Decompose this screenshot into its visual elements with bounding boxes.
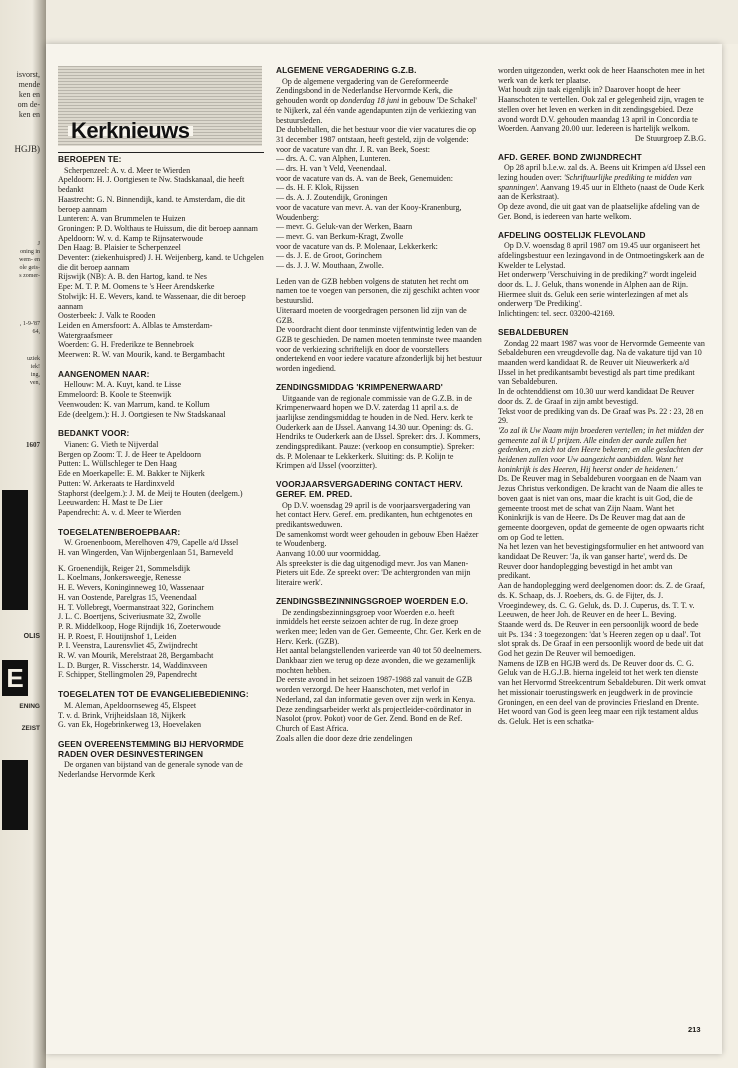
- article-paragraph: worden uitgezonden, werkt ook de heer Haanschoten mee in het werk van de kerk ter plaatse.: [498, 66, 705, 85]
- spine-line: oning in: [20, 249, 40, 255]
- list-item: — mevr. G. Geluk-van der Werken, Baarn: [276, 222, 413, 232]
- list-item: Woerden: G. H. Frederikze te Bennebroek: [58, 340, 194, 350]
- list-item: Haastrecht: G. N. Binnendijk, kand. te Amsterdam, die dit beroep aannam: [58, 194, 246, 214]
- list-item: — ds. J. E. de Groot, Gorinchem: [276, 251, 382, 261]
- list-item: P. I. Veenstra, Laurensvliet 45, Zwijndrecht: [58, 641, 198, 651]
- list-item: Deventer: (ziekenhuispred) J. H. Weijenberg, kand. te Uchgelen die dit beroep aannam: [58, 253, 264, 272]
- spine-line: 64,: [32, 329, 40, 335]
- page-number: 213: [688, 1025, 701, 1034]
- article-paragraph: De eerste avond in het seizoen 1987-1988 zal vanuit de GZB worden verzorgd. De heer Haanschoten, met verlof in Nederland, zal dan informatie geven over zijn werk in Kenya. Deze zendingsarbeider werkt als projectleider-coördinator in Nasolot (prov. Pokot) voor de Ger. Zend. Bond en de Ref. Church of East Africa.: [276, 675, 476, 733]
- list-item: W. Groenenboom, Merelhoven 479, Capelle a/d IJssel: [64, 538, 239, 548]
- spine-line: ole geis-: [19, 265, 40, 271]
- article-paragraph: Op D.V. woensdag 8 april 1987 om 19.45 uur organiseert het afdelingsbestuur een lezingavond in de Ontmoetingskerk aan de Kwelder te Lelystad.: [498, 241, 705, 270]
- list-item: Bergen op Zoom: T. J. de Heer te Apeldoorn: [58, 449, 202, 459]
- spine-hgjb: HGJB): [14, 144, 40, 154]
- section-heading: BEDANKT VOOR:: [58, 428, 130, 439]
- article-paragraph: Wat houdt zijn taak eigenlijk in? Daarover hoopt de heer Haanschoten te vertellen. Ook zal er gelegenheid zijn, vragen te stellen over het leven en werken in dit zendingsgebied. Deze avond wordt D.V. gehouden maandag 13 april in Concordia te Woerden. Aanvang 20.00 uur. Iedereen is hartelijk welkom.: [498, 85, 704, 134]
- list-item: voor de vacature van mevr. A. van der Kooy-Kranenburg, Woudenberg:: [276, 202, 462, 222]
- list-item: Ede (deelgem.): H. J. Oortgiesen te Nw Stadskanaal: [58, 409, 226, 419]
- list-item: P. R. Middelkoop, Hoge Rijndijk 16, Zoeterwoude: [58, 621, 221, 631]
- section-heading: TOEGELATEN TOT DE EVANGELIEBEDIENING:: [58, 689, 249, 700]
- list-item: H. P. Roest, F. Houtijnshof 1, Leiden: [58, 631, 177, 641]
- section-heading: AFDELING OOSTELIJK FLEVOLAND: [498, 229, 646, 240]
- masthead-box: [58, 66, 262, 146]
- spine-fragment-mid2: [0, 320, 40, 336]
- column-2: [276, 66, 482, 1031]
- section-heading: BEROEPEN TE:: [58, 154, 122, 164]
- aangenomen-list: [58, 380, 264, 419]
- beroepen-list: [58, 166, 264, 360]
- spine-number: 1607: [26, 441, 40, 449]
- list-item: Meerwen: R. W. van Mourik, kand. te Bergambacht: [58, 350, 225, 360]
- list-item: Groningen: P. D. Wolthaus te Huissum, die dit beroep aannam: [58, 223, 258, 233]
- page-background-top: [0, 0, 738, 44]
- spine-fragment-mid3: [0, 355, 40, 387]
- list-item: Rijswijk (NB): A. B. den Hartog, kand. te Nes: [58, 272, 207, 282]
- list-item: — ds. H. F. Klok, Rijssen: [276, 183, 359, 193]
- spine-line: isvorst,: [16, 70, 40, 79]
- section-heading: ZENDINGSMIDDAG 'KRIMPENERWAARD': [276, 381, 443, 392]
- article-paragraph: Zoals allen die door deze drie zendelingen: [276, 733, 413, 743]
- article-paragraph: Tekst voor de prediking van ds. De Graaf was Ps. 22 : 23, 28 en 29.: [498, 406, 704, 426]
- section-heading: ZENDINGSBEZINNINGSGROEP WOERDEN E.O.: [276, 595, 468, 606]
- list-item: H. T. Vollebregt, Voermanstraat 322, Gorinchem: [58, 602, 214, 612]
- spine-line: ken en: [18, 110, 40, 119]
- article-paragraph: Aanvang 10.00 uur voormiddag.: [276, 549, 381, 559]
- section-heading: AANGENOMEN NAAR:: [58, 368, 150, 379]
- text-run-italic: donderdag 18 juni: [340, 96, 400, 106]
- spine-line: uziek: [27, 356, 40, 362]
- spine-line: wem- en: [19, 257, 40, 263]
- section-heading: ALGEMENE VERGADERING G.Z.B.: [276, 66, 417, 75]
- list-item: Leeuwarden: H. Mast te De Lier: [58, 498, 163, 508]
- article-paragraph: Zondag 22 maart 1987 was voor de Hervormde Gemeente van Sebaldeburen een vreugdevolle dag. Na de vakature tijd van 10 maanden werd kandidaat R. de Reuver uit Nieuwerkerk a/d IJssel in het predikantsambt bevestigd als part time predikant van Sebaldeburen.: [498, 338, 705, 387]
- list-item: Putten: W. Arkeraats te Hardinxveld: [58, 478, 175, 488]
- text-run: Op de algemene vergadering van de Gereformeerde Zendingsbond in de Nederlandse Hervormde Kerk, die gehouden wordt op: [276, 76, 453, 106]
- spine-line: om de-: [17, 100, 40, 109]
- candidate-list: [276, 145, 482, 271]
- list-item: — ds. A. J. Zoutendijk, Groningen: [276, 193, 388, 203]
- list-item: Scherpenzeel: A. v. d. Meer te Wierden: [64, 165, 191, 175]
- list-item: Ede en Moerkapelle: E. M. Bakker te Nijkerk: [58, 469, 205, 479]
- list-item: Apeldoorn: H. J. Oortgiesen te Nw. Stadskanaal, die heeft bedankt: [58, 175, 245, 195]
- list-item: — drs. H. van 't Veld, Veenendaal.: [276, 164, 387, 174]
- list-item: Epe: M. T. P. M. Oomens te 's Heer Arendskerke: [58, 282, 215, 292]
- list-item: — drs. A. C. van Alphen, Lunteren.: [276, 154, 391, 164]
- list-item: Vianen: G. Vieth te Nijverdal: [64, 439, 159, 449]
- text-run-italic: 'Schriftuurlijke prediking te midden van spanningen'.: [498, 173, 692, 192]
- spine-ad-ening: ENING: [19, 703, 40, 710]
- list-item: — ds. J. J. W. Mouthaan, Zwolle.: [276, 261, 384, 271]
- section-heading: SEBALDEBUREN: [498, 326, 569, 337]
- article-paragraph: [276, 77, 482, 126]
- advertisement-block-lower: [2, 760, 28, 830]
- advertisement-block: [2, 490, 28, 610]
- article-paragraph: Het aantal belangstellenden varieerde van 40 tot 50 deelnemers.: [276, 646, 482, 656]
- list-item: Stolwijk: H. E. Wevers, kand. te Wassenaar, die dit beroep aannam: [58, 291, 246, 311]
- spine-line: ven,: [29, 380, 40, 386]
- text-run: Op 28 april b.l.e.w. zal ds. A. Beens uit Krimpen a/d IJssel een lezing houden over:: [498, 163, 706, 183]
- column-3: [498, 66, 706, 1031]
- article-paragraph: In de ochtenddienst om 10.30 uur werd kandidaat De Reuver door ds. Z. de Graaf in zijn ambt bevestigd.: [498, 387, 695, 406]
- article-paragraph: De voordracht dient door tenminste vijfentwintig leden van de GZB te geschieden. De namen moeten tenminste twee maanden voor de verkiezing schriftelijk en door de voorstellers ondertekend en voor iedere vacature afzonderlijk bij het bestuur worden ingediend.: [276, 325, 482, 374]
- article-paragraph: Leden van de GZB hebben volgens de statuten het recht om namen toe te voegen van personen, die zij geschikt achten voor bestuurslid.: [276, 276, 480, 306]
- spine-line: , 1-9-'87: [19, 321, 40, 327]
- list-item: Den Haag: B. Plaisier te Scherpenzeel: [58, 243, 181, 253]
- list-item: H. van Oostende, Parelgras 15, Veenendaal: [58, 592, 197, 602]
- article-text: De organen van bijstand van de generale synode van de Nederlandse Hervormde Kerk: [58, 760, 243, 780]
- article-paragraph: De dubbeltallen, die het bestuur voor die vier vacatures die op 31 december 1987 ontstaan, heeft gesteld, zijn de volgende:: [276, 125, 476, 144]
- spine-fragment-mid: [0, 240, 40, 280]
- list-item: Leiden en Amersfoort: A. Alblas te Amsterdam-Watergraafsmeer: [58, 320, 213, 340]
- list-item: Lunteren: A. van Brummelen te Huizen: [58, 214, 186, 224]
- list-item: voor de vacature van ds. A. van de Beek, Genemuiden:: [276, 173, 453, 183]
- list-item: F. Schipper, Stellingmolen 29, Papendrecht: [58, 670, 198, 680]
- bedankt-list: [58, 440, 264, 518]
- list-item: J. L. C. Boertjens, Sciveriusmate 32, Zwolle: [58, 612, 201, 622]
- spine-line: mende: [18, 80, 40, 89]
- list-item: Oosterbeek: J. Valk te Rooden: [58, 311, 156, 321]
- article-paragraph: Uiteraard moeten de voorgedragen personen lid zijn van de GZB.: [276, 305, 467, 325]
- article-paragraph: Als spreekster is die dag uitgenodigd mevr. Jos van Manen-Pieters uit Ede. Ze spreekt over: 'De achtergronden van mijn literaire werk'.: [276, 558, 471, 588]
- list-item: Papendrecht: A. v. d. Meer te Wierden: [58, 507, 182, 517]
- list-item: — mevr. G. van Berkum-Kragt, Zwolle: [276, 231, 404, 241]
- article-paragraph: Inlichtingen: tel. secr. 03200-42169.: [498, 309, 615, 319]
- scripture-quote: 'Zo zal ik Uw Naam mijn broederen vertellen; in het midden der gemeente zal ik U prijzen. Alle einden der aarde zullen het gedenken, en zich tot den Heere bekeren; en alle geslachten der heidenen zullen voor Uw aangezicht aanbidden. Want het koninkrijk is des Heeren, Hij heerst onder de heidenen.': [498, 425, 705, 474]
- spine-line: iek!: [30, 364, 40, 370]
- article-paragraph: Ds. De Reuver mag in Sebaldeburen voorgaan en de Naam van Jezus Christus verkondigen. De kracht van de Naam die alles te boven gaat is niet van ons, maar die kracht is uit God, die de gemeente troost met de schat van Zijn Naam. Want het Koninkrijk is van de Heere. Ds De Reuver mag dat aan de gemeente doorgeven, opdat de gemeente de ogen opwaarts richt om op God te letten.: [498, 474, 705, 542]
- spine-ad-letter: E: [2, 660, 28, 696]
- article-paragraph: [498, 163, 706, 202]
- list-item: L. Koelmans, Jonkersweegje, Renesse: [58, 573, 182, 583]
- section-heading: VOORJAARSVERGADERING CONTACT HERV. GEREF. EM. PRED.: [276, 479, 463, 499]
- spine-ad-olis: OLIS: [23, 633, 40, 640]
- article-paragraph: Na het lezen van het bevestigingsformulier en het antwoord van kandidaat De Reuver: 'Ja, ik van ganser harte', werd ds. De Reuver door handoplegging bevestigd in het ambt van predikant.: [498, 542, 704, 581]
- spine-ad-zeist: ZEIST: [21, 725, 40, 732]
- article-paragraph: Namens de IZB en HGJB werd ds. De Reuver door ds. C. G. Geluk van de H.G.J.B. hierna ingeleid tot het werk ten dienste van het Hervormd Streekcentrum Sebaldeburen. Dit werk omvat het missionair toerustingswerk en jeugdwerk in de provincie Groningen, en een deel van de provincies Friesland en Drente. Het woord van God is geen leeg maar een rijk testament aldus ds. Geluk. Het is een schatka-: [498, 658, 706, 726]
- list-item: T. v. d. Brink, Vrijheidslaan 18, Nijkerk: [58, 710, 186, 720]
- text-run: in gebouw 'De Schakel' te Nijkerk, zal één vande agendapunten zijn de verkiezing van bestuursleden.: [276, 96, 477, 125]
- list-item: Veenwouden: K. van Marrum, kand. te Kollum: [58, 399, 210, 409]
- list-item: G. van Ek, Hogebrinkerweg 13, Hoevelaken: [58, 720, 202, 730]
- list-item: voor de vacature van ds. P. Molenaar, Lekkerkerk:: [276, 241, 438, 251]
- spine-line: ken en: [18, 90, 40, 99]
- list-item: H. van Wingerden, Van Wijnbergenlaan 51, Barneveld: [58, 548, 234, 558]
- list-item: Putten: L. Wüllschleger te Den Haag: [58, 459, 177, 469]
- article-paragraph: Aan de handoplegging werd deelgenomen door: ds. Z. de Graaf, ds. K. Schaap, ds. J. Roebers, ds. G. de Fijter, ds. J. Vroegindewey, ds. C. G. Geluk, ds. D. J. Cuperus, ds. T. T. v. Leeuwen, de heer Joh. de Reuver en de heer L. Beving.: [498, 581, 705, 620]
- list-item: K. Groenendijk, Reiger 21, Sommelsdijk: [58, 563, 191, 573]
- article-paragraph: De samenkomst wordt weer gehouden in gebouw Eben Haëzer te Woudenberg.: [276, 529, 479, 549]
- evangelie-list: [58, 701, 264, 730]
- list-item: Apeldoorn: W. v. d. Kamp te Rijnsaterwoude: [58, 233, 203, 243]
- previous-page-spine: [0, 0, 46, 1068]
- masthead-title: Kerknieuws: [68, 126, 193, 136]
- spine-line: ing,: [30, 372, 40, 378]
- toegelaten-list: [58, 538, 264, 680]
- section-heading: AFD. GEREF. BOND ZWIJNDRECHT: [498, 151, 642, 162]
- article-paragraph: Dankbaar zien we terug op deze avonden, die we gezamenlijk mochten hebben.: [276, 656, 476, 675]
- article-paragraph: Het onderwerp 'Verschuiving in de prediking?' wordt ingeleid door ds. L. J. Geluk, thans wonende in Alphen aan de Rijn. Hiermee sluit ds. Geluk een serie winterlezingen af met als onderwerp 'De Prediking'.: [498, 270, 697, 309]
- spine-fragment-top: [0, 70, 40, 120]
- article-paragraph: Uitgaande van de regionale commissie van de G.Z.B. in de Krimpenerwaard hopen we D.V. zaterdag 11 april a.s. de jaarlijkse zendingsmiddag te houden in de Ned. Herv. kerk te Ouderkerk aan de IJssel. Aanvang 14.30 uur. Opening: ds. G. Hendriks te Ouderkerk aan de IJssel. Spreker: drs. J. Kommers, zendingspredikant. Pauze: (verkoop en consumptie). Spreker: ds. P. Molenaar te Lekkerkerk. Sluiting: ds. P. Kolijn te Krimpen a/d IJssel (voorzitter).: [276, 393, 481, 471]
- list-item: Hellouw: M. A. Kuyt, kand. te Lisse: [64, 380, 182, 390]
- column-1: [58, 66, 264, 1026]
- list-item: Emmeloord: B. Koole te Steenwijk: [58, 390, 172, 400]
- section-heading: TOEGELATEN/BEROEPBAAR:: [58, 526, 181, 537]
- section-heading: GEEN OVEREENSTEMMING BIJ HERVORMDE RADEN OVER DESINVESTERINGEN: [58, 738, 244, 759]
- article-paragraph: De zendingsbezinningsgroep voor Woerden e.o. heeft inmiddels het eerste seizoen achter de rug. In deze groep werken mee; leden van de Ger. Gemeente, Chr. Ger. Kerk en de Herv. Kerk. (GZB).: [276, 607, 481, 646]
- spine-line: J: [37, 241, 40, 247]
- text-run: Aanvang 19.45 uur in Eltheto (naast de Oude Kerk aan de Kerkstraat).: [498, 182, 705, 202]
- list-item: Staphorst (deelgem.): J. M. de Meij te Houten (deelgem.): [58, 488, 243, 498]
- spine-line: s zomer-: [19, 273, 40, 279]
- article-paragraph: Staande werd ds. De Reuver in een persoonlijk woord de bede uit Ps. 134 : 3 toegezongen: 'dat 's Heeren zegen op u daal'. Tot slot sprak ds. De Graaf in een persoonlijk woord de bede uit dat God het gezin De Reuver wil bemoedigen.: [498, 619, 704, 659]
- masthead-rule: [58, 152, 264, 153]
- list-item: L. D. Burger, R. Visscherstr. 14, Waddinxveen: [58, 660, 208, 670]
- list-item: M. Aleman, Apeldoornseweg 45, Elspeet: [64, 700, 197, 710]
- list-item: voor de vacature van dhr. J. R. van Beek, Soest:: [276, 144, 430, 154]
- list-item: H. E. Wevers, Koninginneweg 10, Wassenaar: [58, 583, 205, 593]
- signature: De Stuurgroep Z.B.G.: [634, 133, 706, 143]
- article-paragraph: Op deze avond, die uit gaat van de plaatselijke afdeling van de Ger. Bond, is iedereen van harte welkom.: [498, 202, 700, 221]
- list-item: R. W. van Mourik, Merelstraat 28, Bergambacht: [58, 651, 214, 661]
- article-paragraph: Op D.V. woensdag 29 april is de voorjaarsvergadering van het contact Herv. Geref. em. predikanten, hun echtgenotes en predikantsweduwen.: [276, 500, 473, 529]
